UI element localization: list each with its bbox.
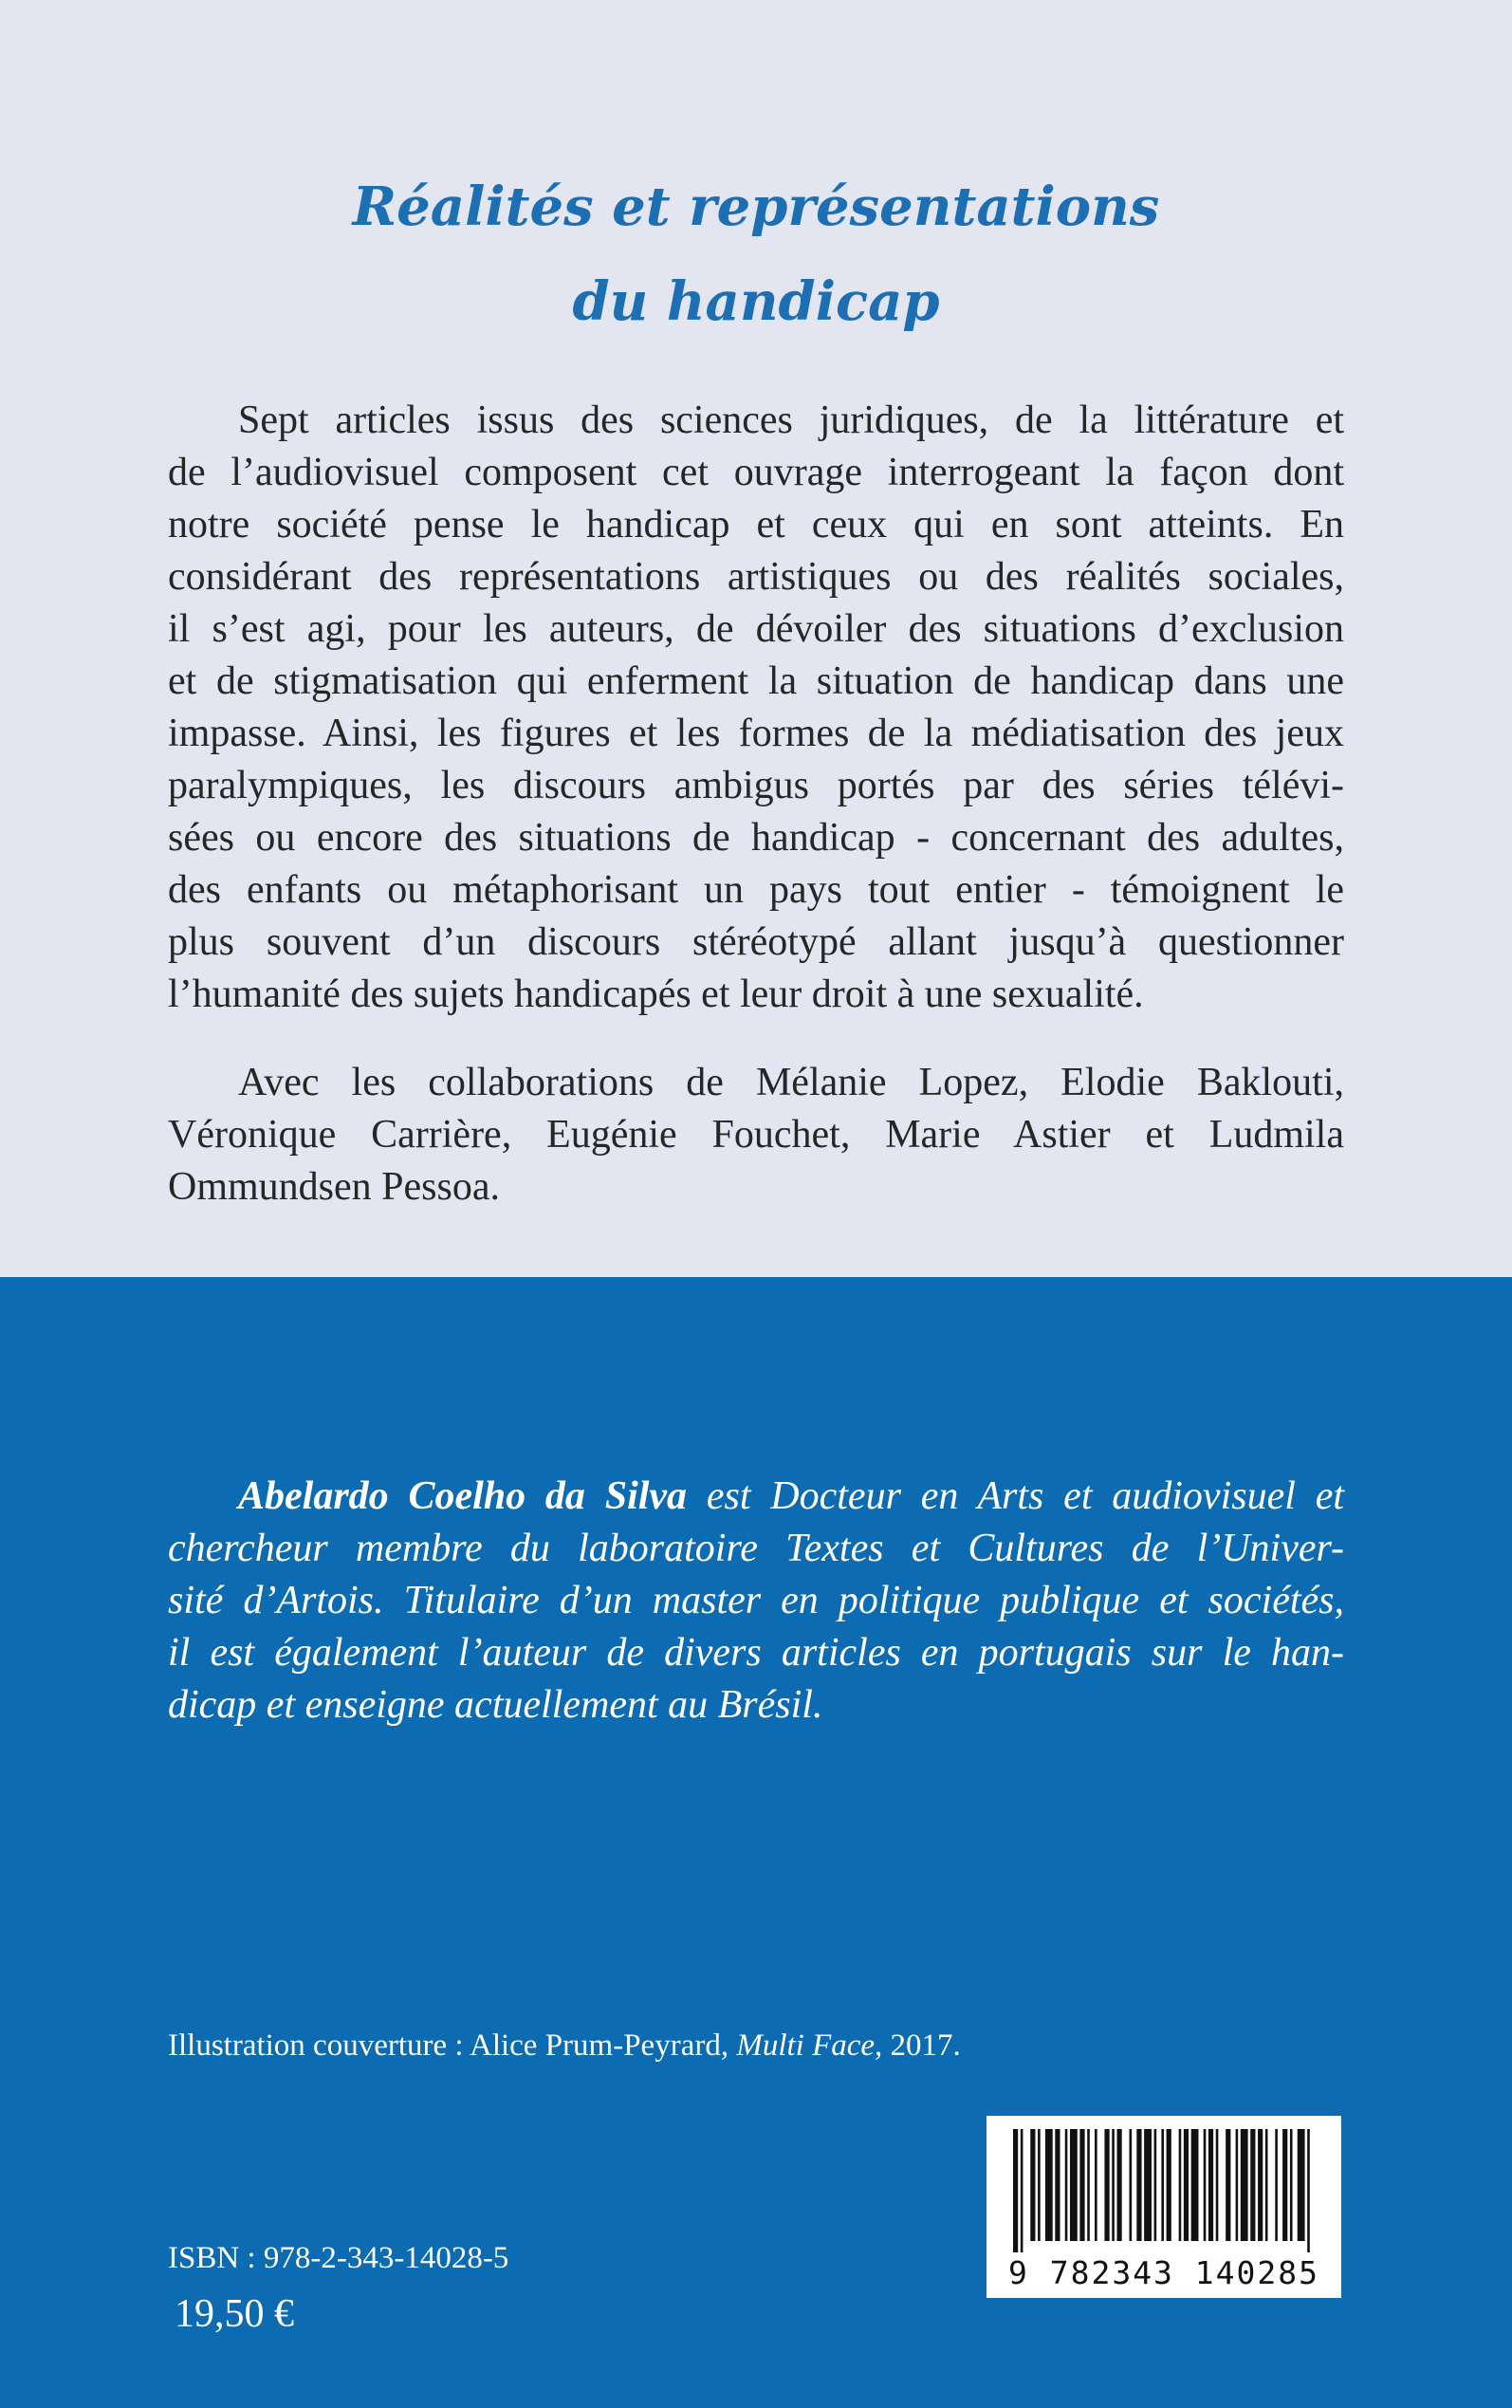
collaborators-line: Véronique Carrière, Eugénie Fouchet, Marie Astier et Ludmila (168, 1113, 1344, 1157)
barcode-bar (1079, 2129, 1084, 2241)
barcode-bar (1191, 2129, 1199, 2241)
bio-line: il est également l’auteur de divers articles en portugais sur le han- (168, 1631, 1344, 1675)
barcode-bar (1265, 2129, 1268, 2241)
barcode-bar (1298, 2129, 1305, 2241)
collaborators-line: Ommundsen Pessoa. (168, 1165, 500, 1209)
summary-line: des enfants ou métaphorisant un pays tout entier - témoignent le (168, 868, 1344, 912)
collaborators-paragraph (168, 1057, 1344, 1213)
barcode-bar (1038, 2129, 1041, 2241)
isbn: ISBN : 978-2-343-14028-5 (168, 2241, 509, 2275)
barcode-bar (1045, 2129, 1053, 2241)
barcode-bar (1130, 2129, 1133, 2241)
bio-line: dicap et enseigne actuellement au Brésil. (168, 1683, 823, 1727)
summary-line: notre société pense le handicap et ceux qui en sont atteints. En (168, 503, 1344, 546)
barcode-bar (1013, 2129, 1018, 2252)
price: 19,50 € (175, 2292, 294, 2336)
barcode-bar (1241, 2129, 1248, 2241)
author-bio (168, 1471, 1344, 1732)
barcode-bar (1236, 2129, 1239, 2241)
barcode-bars (1013, 2129, 1315, 2252)
barcode-bar (1208, 2129, 1213, 2241)
bio-line (168, 1471, 1344, 1523)
barcode-bar (1144, 2129, 1152, 2241)
barcode-digits: 9 782343 140285 (1007, 2254, 1319, 2291)
barcode-bar (1282, 2129, 1287, 2241)
summary-line: impasse. Ainsi, les figures et les formes de la médiatisation des jeux (168, 712, 1344, 755)
barcode-bar (1275, 2129, 1278, 2241)
barcode-bar (1161, 2129, 1164, 2241)
barcode-bar (1167, 2129, 1171, 2241)
barcode-bar (1116, 2129, 1121, 2241)
barcode-bar (1104, 2129, 1109, 2241)
summary-line: paralympiques, les discours ambigus portés par des séries télévi- (168, 764, 1344, 807)
summary-line: de l’audiovisuel composent cet ouvrage interrogeant la façon dont (168, 451, 1344, 494)
barcode-bar (1258, 2129, 1263, 2241)
book-title-line-1: Réalités et représentations (352, 176, 1160, 238)
summary-line: l’humanité des sujets handicapés et leur droit à une sexualité. (168, 972, 1144, 1016)
summary-line: sées ou encore des situations de handicap - concernant des adultes, (168, 816, 1344, 860)
barcode-bar (1087, 2129, 1090, 2241)
barcode-bar (1055, 2129, 1060, 2241)
barcode (986, 2116, 1341, 2298)
bio-line: chercheur membre du laboratoire Textes et Cultures de l’Univer- (168, 1527, 1344, 1570)
barcode-bar (1307, 2129, 1310, 2252)
barcode-bar (1070, 2129, 1078, 2241)
barcode-bar (1179, 2129, 1182, 2241)
credit-work-title: Multi Face (736, 2028, 876, 2063)
barcode-bar (1290, 2129, 1293, 2241)
barcode-bar (1250, 2129, 1255, 2241)
book-title-line-2: du handicap (572, 270, 940, 333)
barcode-bar (1030, 2129, 1035, 2241)
barcode-bar (1216, 2129, 1219, 2241)
barcode-bar (1204, 2129, 1207, 2241)
barcode-bar (1095, 2129, 1097, 2241)
barcode-bar (1154, 2129, 1157, 2241)
summary-line: il s’est agi, pour les auteurs, de dévoiler des situations d’exclusion (168, 607, 1344, 651)
bio-line-1-rest: est Docteur en Arts et audiovisuel et (687, 1474, 1344, 1518)
barcode-bar (1112, 2129, 1115, 2241)
summary-line: et de stigmatisation qui enferment la situation de handicap dans une (168, 659, 1344, 703)
summary-paragraph (168, 395, 1344, 1021)
barcode-bar (1065, 2129, 1068, 2241)
bio-line: sité d’Artois. Titulaire d’un master en politique publique et sociétés, (168, 1579, 1344, 1622)
barcode-bar (1021, 2129, 1023, 2252)
barcode-bar (1184, 2129, 1189, 2241)
credit-suffix: , 2017. (875, 2028, 961, 2063)
barcode-bar (1136, 2129, 1141, 2241)
author-name: Abelardo Coelho da Silva (238, 1474, 688, 1518)
collaborators-line: Avec les collaborations de Mélanie Lopez, Elodie Baklouti, (238, 1061, 1344, 1104)
summary-line: Sept articles issus des sciences juridiques, de la littérature et (238, 398, 1344, 442)
summary-line: plus souvent d’un discours stéréotypé allant jusqu’à questionner (168, 920, 1344, 964)
credit-prefix: Illustration couverture : Alice Prum-Peyrard, (168, 2028, 737, 2063)
barcode-bar (1226, 2129, 1230, 2241)
summary-line: considérant des représentations artistiques ou des réalités sociales, (168, 555, 1344, 599)
illustration-credit (168, 2027, 961, 2065)
